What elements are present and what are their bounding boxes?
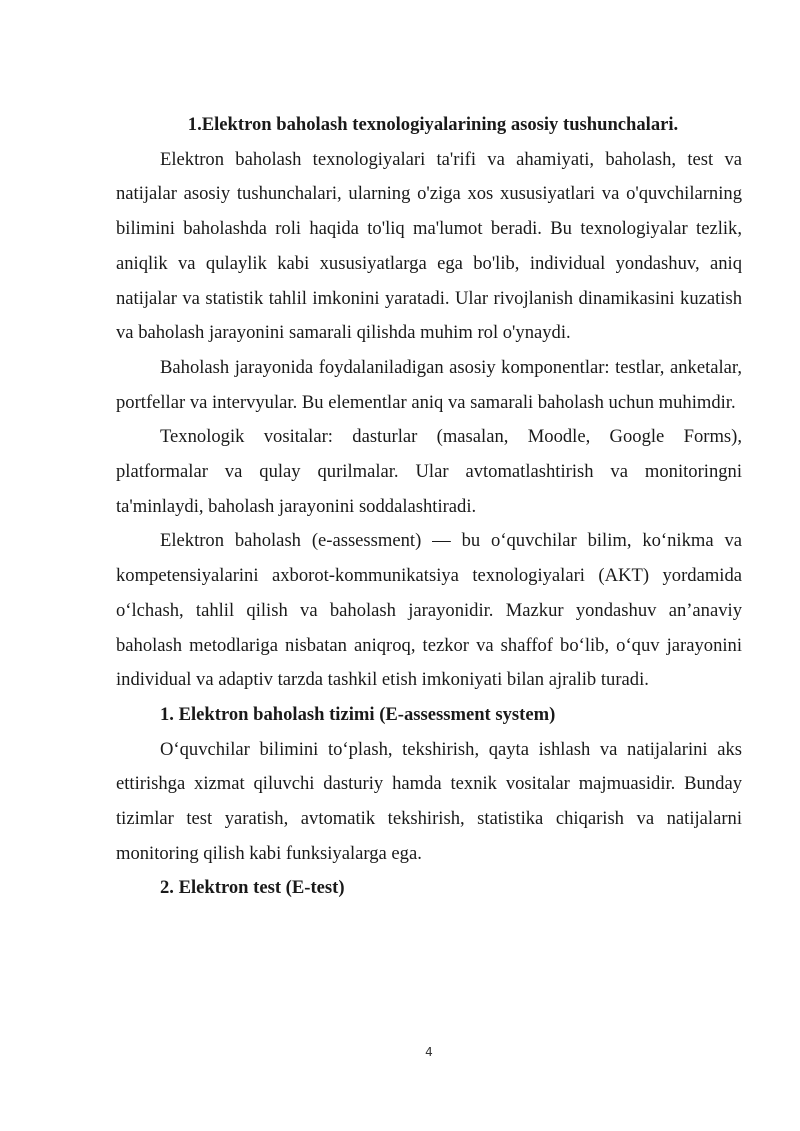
paragraph-e-assessment: Elektron baholash (e-assessment) — bu o‘quvchilar bilim, ko‘nikma va kompetensiyalarini axborot-kommunikatsiya texnologiyalari (AKT) yordamida o‘lchash, tahlil qilish va baholash jarayonidir. Mazkur yondashuv an’anaviy baholash metodlariga nisbatan aniqroq, tezkor va shaffof bo‘lib, o‘quv jarayonini individual va adaptiv tarzda tashkil etish imkoniyati bilan ajralib turadi. [116, 530, 742, 691]
page-content [116, 108, 742, 906]
paragraph-tools: Texnologik vositalar: dasturlar (masalan, Moodle, Google Forms), platformalar va qulay qurilmalar. Ular avtomatlashtirish va monitoringni ta'minlaydi, baholash jarayonini soddalashtiradi. [116, 426, 742, 517]
paragraph-components: Baholash jarayonida foydalaniladigan asosiy komponentlar: testlar, anketalar, portfellar va intervyular. Bu elementlar aniq va samarali baholash uchun muhimdir. [116, 356, 742, 413]
subheading-e-assessment-system: 1. Elektron baholash tizimi (E-assessment system) [160, 703, 556, 725]
paragraph-e-assessment-system: O‘quvchilar bilimini to‘plash, tekshirish, qayta ishlash va natijalarini aks ettirishga xizmat qiluvchi dasturiy hamda texnik vositalar majmuasidir. Bunday tizimlar test yaratish, avtomatik tekshirish, statistika chiqarish va natijalarni monitoring qilish kabi funksiyalarga ega. [116, 738, 742, 864]
paragraph-definition: Elektron baholash texnologiyalari ta'rifi va ahamiyati, baholash, test va natijalar asosiy tushunchalari, ularning o'ziga xos xususiyatlari va o'quvchilarning bilimini baholashda roli haqida to'liq ma'lumot beradi. Bu texnologiyalar tezlik, aniqlik va qulaylik kabi xususiyatlarga ega bo'lib, individual yondashuv, aniq natijalar va statistik tahlil imkonini yaratadi. Ular rivojlanish dinamikasini kuzatish va baholash jarayonini samarali qilishda muhim rol o'ynaydi. [116, 148, 742, 344]
section-title: 1.Elektron baholash texnologiyalarining asosiy tushunchalari. [187, 114, 679, 135]
page-number: 4 [425, 1045, 433, 1059]
subheading-e-test: 2. Elektron test (E-test) [160, 877, 345, 899]
